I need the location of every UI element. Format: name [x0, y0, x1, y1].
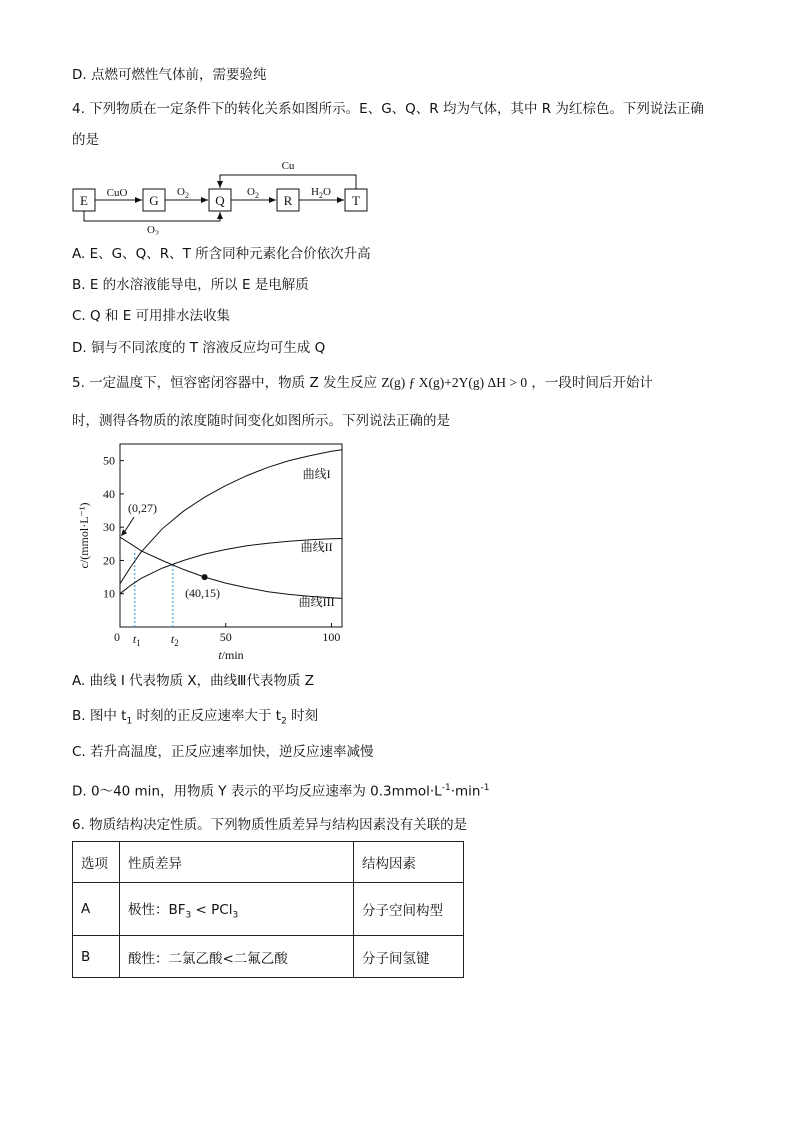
node-e [73, 189, 95, 211]
q5-stem-line2: 时，测得各物质的浓度随时间变化如图所示。下列说法正确的是 [72, 413, 450, 429]
table-header-option: 选项 [73, 842, 120, 883]
series-label-3: 曲线III [298, 595, 335, 610]
x-tick-label: 100 [322, 630, 341, 644]
x-tick-label-t2: $t_2$ [170, 632, 179, 648]
x-tick-label: 0 [114, 630, 120, 644]
label-o2-g-q: $O_2$ [177, 186, 189, 200]
series-label-2: 曲线II [300, 540, 333, 555]
q5-option-a: A. 曲线 I 代表物质 X，曲线Ⅲ代表物质 Z [72, 673, 315, 689]
x-tick-label-t1: $t_1$ [132, 632, 141, 648]
svg-text:G: G [149, 193, 159, 208]
label-o2-q-r: $O_2$ [247, 186, 259, 200]
label-h2o: $H_2O$ [311, 186, 331, 200]
q4-option-c: C. Q 和 E 可用排水法收集 [72, 308, 231, 324]
q4-stem-line2: 的是 [72, 132, 99, 148]
svg-text:Q: Q [215, 193, 225, 208]
y-tick-label: 40 [103, 486, 115, 501]
concentration-time-chart [72, 436, 372, 661]
row-a-option: A [73, 883, 120, 936]
svg-text:T: T [352, 193, 360, 208]
q3-option-d: D. 点燃可燃性气体前，需要验纯 [72, 67, 267, 83]
node-q [209, 189, 231, 211]
series-label-1: 曲线I [302, 466, 331, 481]
table-row [73, 936, 464, 978]
reaction-equation: Z(g) ƒ X(g)+2Y(g) ΔH > 0 [381, 375, 528, 390]
q6-stem: 6. 物质结构决定性质。下列物质性质差异与结构因素没有关联的是 [72, 817, 468, 833]
q5-stem-line1: 5. 一定温度下，恒容密闭容器中，物质 Z 发生反应 Z(g) ƒ X(g)+2Y(g) ΔH > 0 ，一段时间后开始计 [72, 375, 653, 391]
x-axis-label: t/min [218, 648, 244, 661]
row-b-factor: 分子间氢键 [354, 936, 464, 978]
q4-option-b: B. E 的水溶液能导电，所以 E 是电解质 [72, 277, 309, 293]
q4-option-a: A. E、G、Q、R、T 所含同种元素化合价依次升高 [72, 246, 371, 262]
row-a-factor: 分子空间构型 [354, 883, 464, 936]
table-row [73, 883, 464, 936]
svg-text:E: E [80, 193, 88, 208]
label-o2-e-q: $O_2$ [147, 224, 159, 235]
node-r [277, 189, 299, 211]
q5-option-b: B. 图中 $t_1$ 时刻的正反应速率大于 $t_2$ 时刻 [72, 708, 319, 727]
svg-text:R: R [283, 193, 293, 208]
q4-stem-line1: 4. 下列物质在一定条件下的转化关系如图所示。E、G、Q、R 均为气体，其中 R 为红棕色。下列说法正确 [72, 101, 704, 117]
annotation-label-0-27: (0,27) [128, 501, 157, 516]
label-cu: Cu [281, 160, 295, 172]
node-g [143, 189, 165, 211]
row-b-property: 酸性：二氯乙酸<二氟乙酸 [120, 936, 354, 978]
arrow-e-q [84, 211, 220, 221]
y-axis-label: c/(mmol·L⁻¹) [77, 502, 91, 569]
y-tick-label: 50 [103, 453, 115, 468]
q5-option-c: C. 若升高温度，正反应速率加快，逆反应速率减慢 [72, 744, 374, 760]
arrow-t-q [220, 175, 356, 189]
conversion-diagram [70, 155, 390, 235]
y-tick-label: 30 [103, 520, 115, 535]
y-tick-label: 10 [103, 586, 115, 601]
q6-table [72, 841, 464, 978]
data-point-40-15 [202, 574, 208, 580]
q5-option-d: D. 0～40 min，用物质 Y 表示的平均反应速率为 $0.3mmol\cdot L^{-1}\cdot\min^{-1}$ [72, 783, 490, 800]
q4-option-d: D. 铜与不同浓度的 T 溶液反应均可生成 Q [72, 340, 326, 356]
x-tick-label: 50 [219, 630, 232, 644]
node-t [345, 189, 367, 211]
annotation-label-40-15: (40,15) [185, 586, 221, 601]
label-cuo: CuO [106, 187, 128, 199]
row-a-property: 极性：$BF_3 < PCl_3$ [120, 883, 354, 936]
row-b-option: B [73, 936, 120, 978]
table-header-factor: 结构因素 [354, 842, 464, 883]
table-header-property: 性质差异 [120, 842, 354, 883]
y-tick-label: 20 [103, 553, 115, 568]
